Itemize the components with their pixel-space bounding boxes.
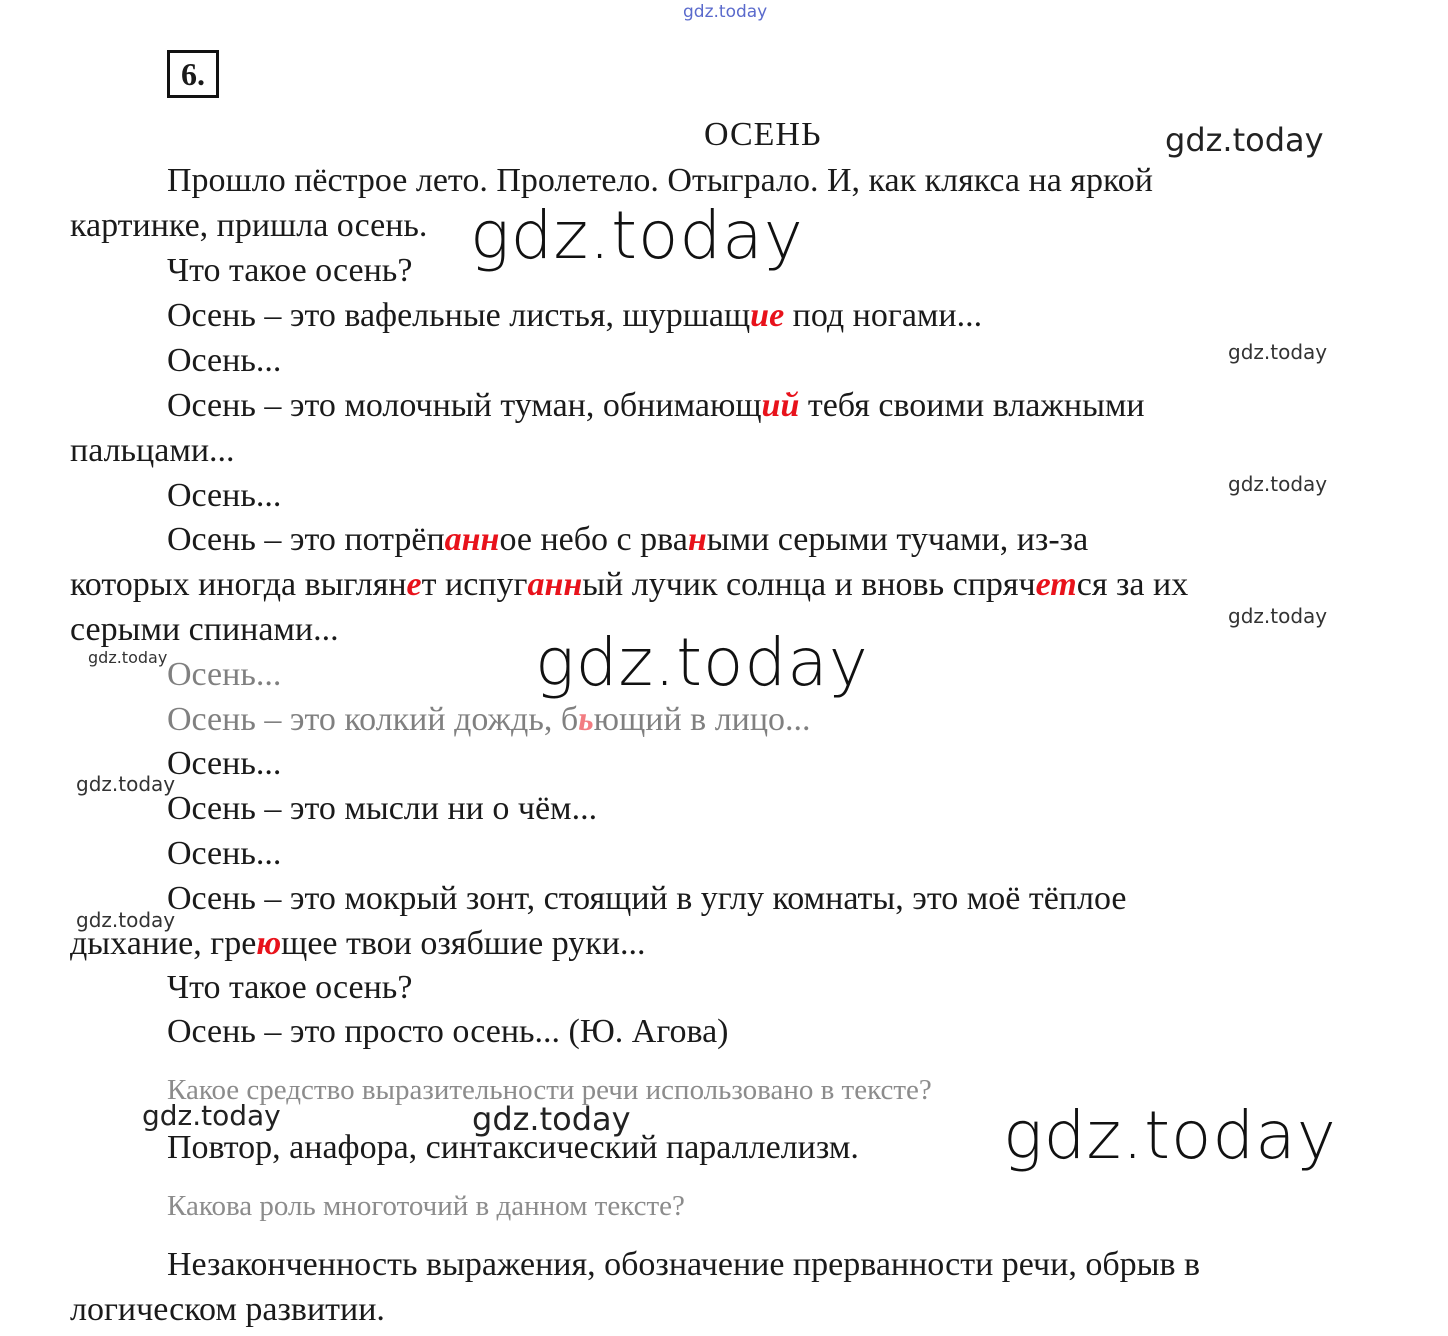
answer: логическом развитии. (70, 1291, 385, 1328)
text-line: Осень – это вафельные листья, шуршащие под ногами... (167, 297, 983, 334)
highlighted-letter: ю (256, 925, 282, 962)
text-line: Осень – это потрёпанное небо с рваными серыми тучами, из-за (167, 521, 1089, 558)
highlighted-ending: ет (1035, 566, 1077, 603)
watermark: gdz.today (1165, 121, 1324, 159)
watermark: gdz.today (76, 908, 176, 932)
watermark: gdz.today (1228, 472, 1328, 496)
watermark: gdz.today (142, 1099, 281, 1132)
highlighted-ending: ие (750, 297, 785, 334)
text-line: пальцами... (70, 432, 235, 469)
text-line: Прошло пёстрое лето. Пролетело. Отыграло. И, как клякса на яркой (167, 162, 1153, 199)
question: Какое средство выразительности речи использовано в тексте? (167, 1074, 932, 1106)
text-line: Осень... (167, 656, 282, 693)
text-line: Осень – это колкий дождь, бьющий в лицо... (167, 701, 811, 738)
question: Какова роль многоточий в данном тексте? (167, 1190, 685, 1222)
highlighted-suffix: н (687, 521, 707, 558)
text-line: дыхание, греющее твои озябшие руки... (70, 925, 646, 962)
watermark: gdz.today (1228, 340, 1328, 364)
exercise-number: 6. (167, 50, 219, 98)
highlighted-letter: ь (578, 701, 594, 738)
watermark: gdz.today (683, 2, 768, 22)
text-line: картинке, пришла осень. (70, 207, 428, 244)
highlighted-ending: е (406, 566, 422, 603)
watermark: gdz.today (88, 648, 168, 667)
highlighted-suffix: анн (444, 521, 500, 558)
watermark: gdz.today (1003, 1097, 1337, 1174)
text-line: Осень – это мысли ни о чём... (167, 790, 598, 827)
text-line: Осень... (167, 477, 282, 514)
highlighted-suffix: анн (527, 566, 583, 603)
watermark: gdz.today (472, 1100, 631, 1138)
text-line: Осень – это просто осень... (Ю. Агова) (167, 1013, 729, 1050)
text-line: Что такое осень? (167, 969, 413, 1006)
watermark: gdz.today (76, 772, 176, 796)
text-line: которых иногда выглянет испуганный лучик солнца и вновь спрячется за их (70, 566, 1189, 603)
watermark: gdz.today (1228, 604, 1328, 628)
text-title: ОСЕНЬ (704, 116, 822, 153)
text-line: Осень... (167, 835, 282, 872)
text-line: серыми спинами... (70, 611, 339, 648)
text-line: Осень... (167, 342, 282, 379)
answer: Незаконченность выражения, обозначение прерванности речи, обрыв в (167, 1246, 1201, 1283)
highlighted-ending: ий (761, 387, 800, 424)
watermark: gdz.today (470, 197, 804, 274)
text-line: Осень – это молочный туман, обнимающий тебя своими влажными (167, 387, 1145, 424)
watermark: gdz.today (535, 624, 869, 701)
text-line: Осень – это мокрый зонт, стоящий в углу комнаты, это моё тёплое (167, 880, 1127, 917)
text-line: Что такое осень? (167, 252, 413, 289)
answer: Повтор, анафора, синтаксический параллелизм. (167, 1129, 859, 1166)
text-line: Осень... (167, 745, 282, 782)
